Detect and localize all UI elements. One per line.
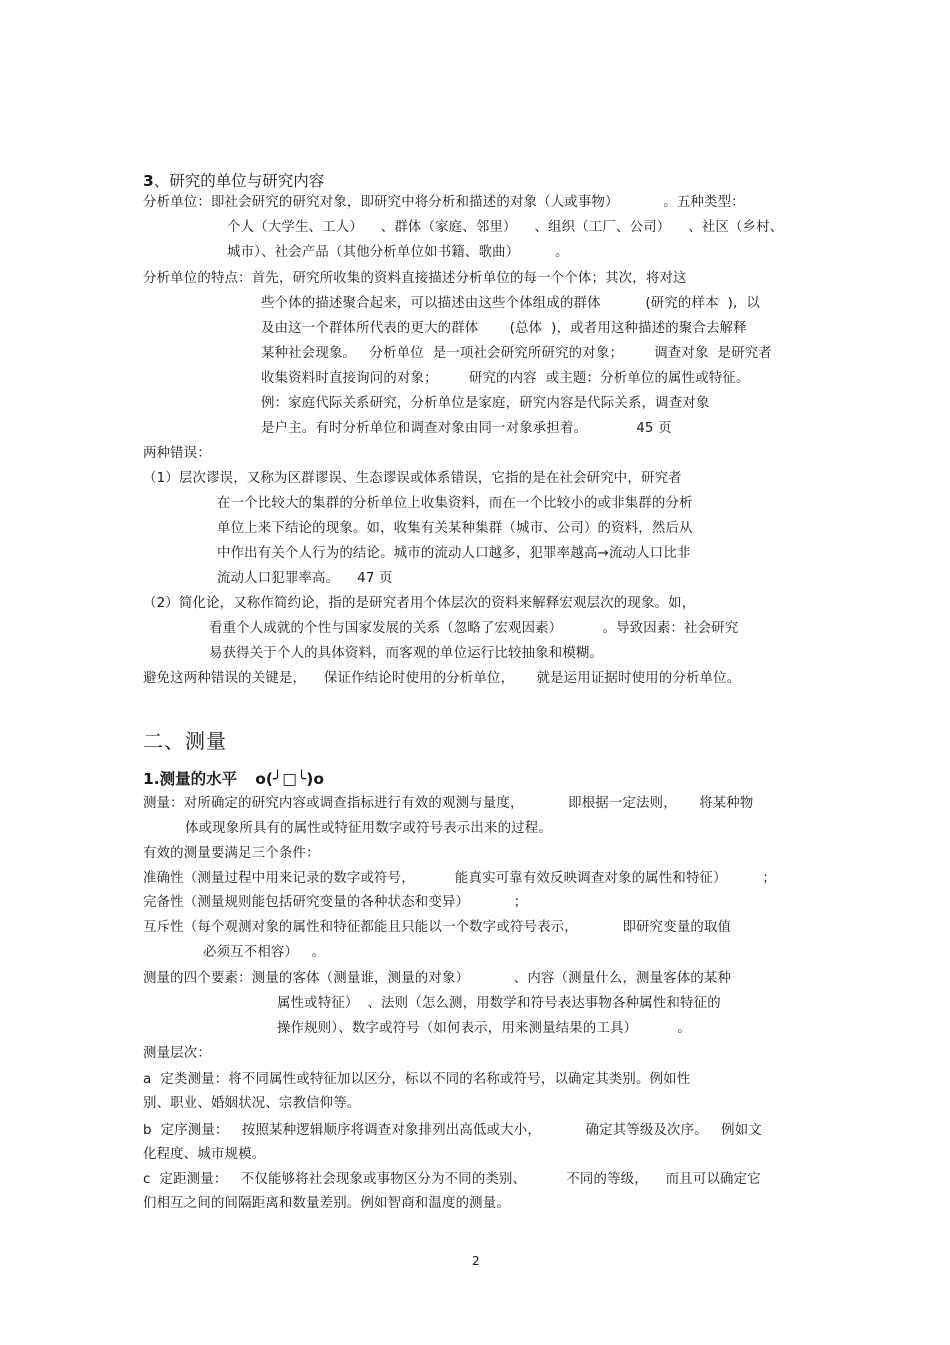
section-1-heading bbox=[143, 769, 324, 789]
body-line: 测量：对所确定的研究内容或调查指标进行有效的观测与量度， 即根据一定法则， 将某种物 bbox=[143, 796, 754, 811]
chapter-heading: 二、测量 bbox=[143, 729, 227, 753]
body-line: 避免这两种错误的关键是， 保证作结论时使用的分析单位， 就是运用证据时使用的分析单位。 bbox=[143, 671, 741, 686]
page-number: 2 bbox=[472, 1254, 480, 1268]
body-line: （1）层次谬误，又称为区群谬误、生态谬误或体系错误，它指的是在社会研究中，研究者 bbox=[143, 471, 682, 486]
section-3-number: 3 bbox=[143, 172, 154, 190]
body-line: （2）简化论，又称作简约论，指的是研究者用个体层次的资料来解释宏观层次的现象。如， bbox=[143, 596, 696, 611]
body-line: 测量层次： bbox=[143, 1046, 211, 1061]
body-line: 完备性（测量规则能包括研究变量的各种状态和变异） ； bbox=[143, 895, 528, 910]
emoticon: o(╯□╰)o bbox=[255, 770, 324, 788]
body-line: 单位上来下结论的现象。如，收集有关某种集群（城市、公司）的资料，然后从 bbox=[217, 521, 693, 536]
section-3-title: 、研究的单位与研究内容 bbox=[153, 172, 325, 190]
body-line: 操作规则）、数字或符号（如何表示，用来测量结果的工具） 。 bbox=[277, 1021, 691, 1036]
body-line: 易获得关于个人的具体资料，而客观的单位运行比较抽象和模糊。 bbox=[209, 646, 604, 661]
body-line: 化程度、城市规模。 bbox=[143, 1147, 266, 1162]
body-line: 有效的测量要满足三个条件： bbox=[143, 846, 320, 861]
body-line: 两种错误： bbox=[143, 446, 211, 461]
body-line: 分析单位：即社会研究的研究对象，即研究中将分析和描述的对象（人或事物） 。五种类型： bbox=[143, 195, 745, 210]
body-line: 看重个人成就的个性与国家发展的关系（忽略了宏观因素） 。导致因素：社会研究 bbox=[209, 621, 739, 636]
body-line: c 定距测量： 不仅能够将社会现象或事物区分为不同的类别、 不同的等级， 而且可以确定它 bbox=[143, 1172, 761, 1187]
body-line: 测量的四个要素：测量的客体（测量谁，测量的对象） 、内容（测量什么，测量客体的某种 bbox=[143, 971, 732, 986]
body-line: 体或现象所具有的属性或特征用数字或符号表示出来的过程。 bbox=[185, 821, 552, 836]
section-1-title: 1.测量的水平 bbox=[143, 770, 238, 788]
body-line: 在一个比较大的集群的分析单位上收集资料，而在一个比较小的或非集群的分析 bbox=[217, 496, 693, 511]
body-line: 分析单位的特点：首先，研究所收集的资料直接描述分析单位的每一个个体；其次，将对这 bbox=[143, 271, 687, 286]
section-3-heading bbox=[143, 171, 324, 191]
body-line: 收集资料时直接询问的对象； 研究的内容 或主题：分析单位的属性或特征。 bbox=[261, 371, 750, 386]
body-line: 准确性（测量过程中用来记录的数字或符号， 能真实可靠有效反映调查对象的属性和特征） ； bbox=[143, 871, 776, 886]
body-line: 互斥性（每个观测对象的属性和特征都能且只能以一个数字或符号表示， 即研究变量的取值 bbox=[143, 920, 732, 935]
body-line: a 定类测量：将不同属性或特征加以区分，标以不同的名称或符号，以确定其类别。例如性 bbox=[143, 1072, 691, 1087]
body-line: 是户主。有时分析单位和调查对象由同一对象承担着。 45 页 bbox=[261, 421, 672, 436]
body-line: 些个体的描述聚合起来，可以描述由这些个体组成的群体 (研究的样本 ), 以 bbox=[261, 296, 761, 311]
body-line: 别、职业、婚姻状况、宗教信仰等。 bbox=[143, 1096, 361, 1111]
body-line: 及由这一个群体所代表的更大的群体 (总体 )，或者用这种描述的聚合去解释 bbox=[261, 321, 747, 336]
body-line: 个人（大学生、工人） 、群体（家庭、邻里） 、组织（工厂、公司） 、社区（乡村、 bbox=[227, 220, 784, 235]
body-line: 必须互不相容） 。 bbox=[203, 945, 326, 960]
body-line: 城市）、社会产品（其他分析单位如书籍、歌曲） 。 bbox=[227, 245, 569, 260]
body-line: 属性或特征） 、法则（怎么测，用数学和符号表达事物各种属性和特征的 bbox=[277, 996, 721, 1011]
body-line: 们相互之间的间隔距离和数量差别。例如智商和温度的测量。 bbox=[143, 1196, 510, 1211]
body-line: 流动人口犯罪率高。 47 页 bbox=[217, 571, 393, 586]
body-line: b 定序测量： 按照某种逻辑顺序将调查对象排列出高低或大小， 确定其等级及次序。 例如文 bbox=[143, 1123, 762, 1138]
body-line: 中作出有关个人行为的结论。城市的流动人口越多，犯罪率越高→流动人口比非 bbox=[217, 546, 691, 561]
body-line: 某种社会现象。 分析单位 是一项社会研究所研究的对象； 调查对象 是研究者 bbox=[261, 346, 772, 361]
body-line: 例：家庭代际关系研究，分析单位是家庭，研究内容是代际关系，调查对象 bbox=[261, 396, 710, 411]
